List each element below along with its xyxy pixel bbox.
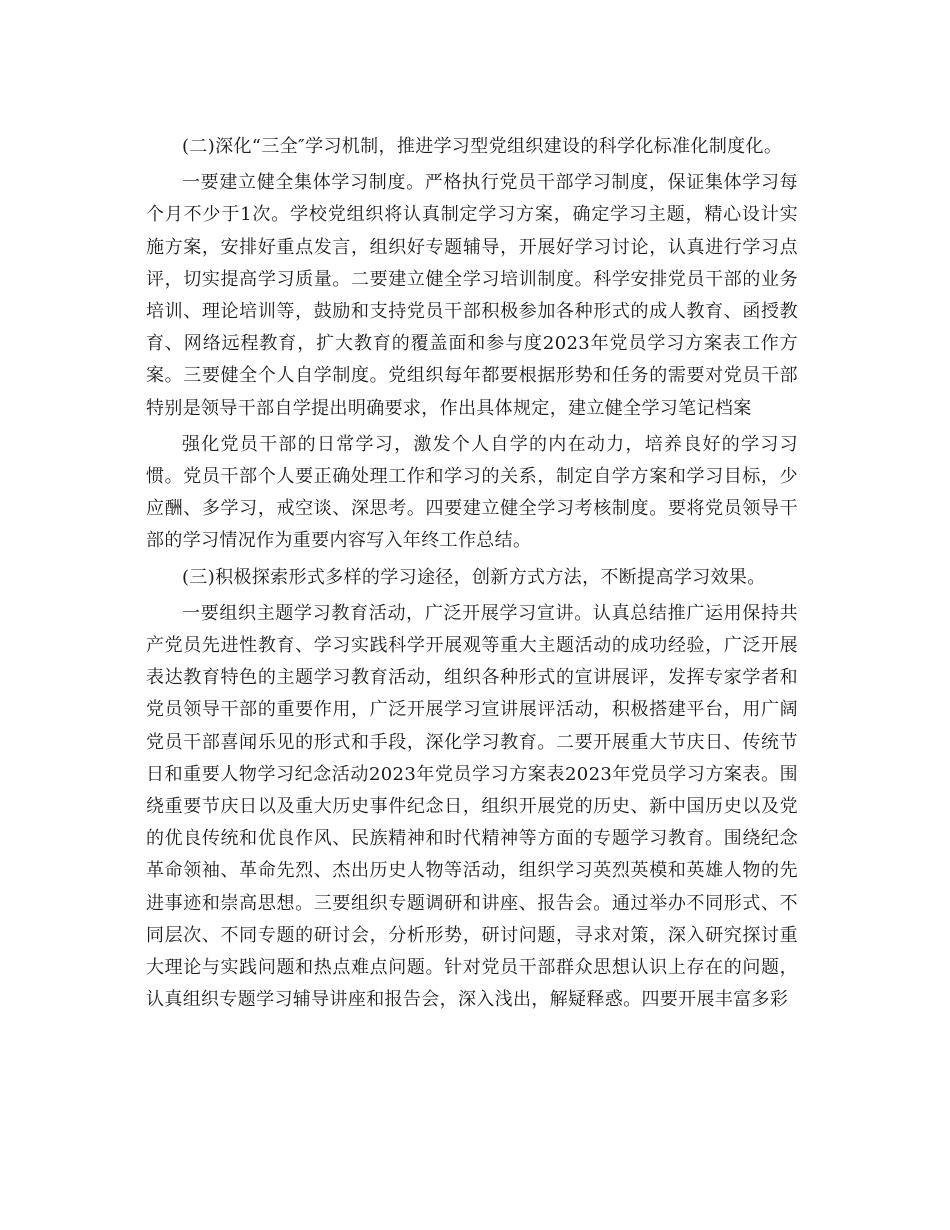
section-heading-3: (三)积极探索形式多样的学习途径，创新方式方法，不断提高学习效果。 bbox=[182, 566, 766, 588]
body-paragraph-1: 一要建立健全集体学习制度。严格执行党员干部学习制度，保证集体学习每个月不少于1次。学校党组织将认真制定学习方案，确定学习主题，精心设计实施方案，安排好重点发言，组织好专题辅导，开展好学习讨论，认真进行学习点评，切实提高学习质量。二要建立健全学习培训制度。科学安排党员干部的业务培训、理论培训等，鼓励和支持党员干部积极参加各种形式的成人教育、函授教育、网络远程教育，扩大教育的覆盖面和参与度2023年党员学习方案表工作方案。三要健全个人自学制度。党组织每年都要根据形势和任务的需要对党员干部特别是领导干部自学提出明确要求，作出具体规定，建立健全学习笔记档案 bbox=[146, 172, 798, 419]
body-paragraph-2: 强化党员干部的日常学习，激发个人自学的内在动力，培养良好的学习习惯。党员干部个人要正确处理工作和学习的关系，制定自学方案和学习目标，少应酬、多学习，戒空谈、深思考。四要建立健全学习考核制度。要将党员领导干部的学习情况作为重要内容写入年终工作总结。 bbox=[146, 433, 798, 552]
body-paragraph-3: 一要组织主题学习教育活动，广泛开展学习宣讲。认真总结推广运用保持共产党员先进性教育、学习实践科学开展观等重大主题活动的成功经验，广泛开展表达教育特色的主题学习教育活动，组织各种形式的宣讲展评，发挥专家学者和党员领导干部的重要作用，广泛开展学习宣讲展评活动，积极搭建平台，用广阔党员干部喜闻乐见的形式和手段，深化学习教育。二要开展重大节庆日、传统节日和重要人物学习纪念活动2023年党员学习方案表2023年党员学习方案表。围绕重要节庆日以及重大历史事件纪念日，组织开展党的历史、新中国历史以及党的优良传统和优良作风、民族精神和时代精神等方面的专题学习教育。围绕纪念革命领袖、革命先烈、杰出历史人物等活动，组织学习英烈英模和英雄人物的先进事迹和崇高思想。三要组织专题调研和讲座、报告会。通过举办不同形式、不同层次、不同专题的研讨会，分析形势，研讨问题，寻求对策，深入研究探讨重大理论与实践问题和热点难点问题。针对党员干部群众思想认识上存在的问题，认真组织专题学习辅导讲座和报告会，深入浅出，解疑释惑。四要开展丰富多彩 bbox=[146, 602, 798, 1011]
section-heading-2: (二)深化“三全″学习机制，推进学习型党组织建设的科学化标准化制度化。 bbox=[182, 136, 783, 157]
document-page bbox=[146, 131, 798, 1016]
